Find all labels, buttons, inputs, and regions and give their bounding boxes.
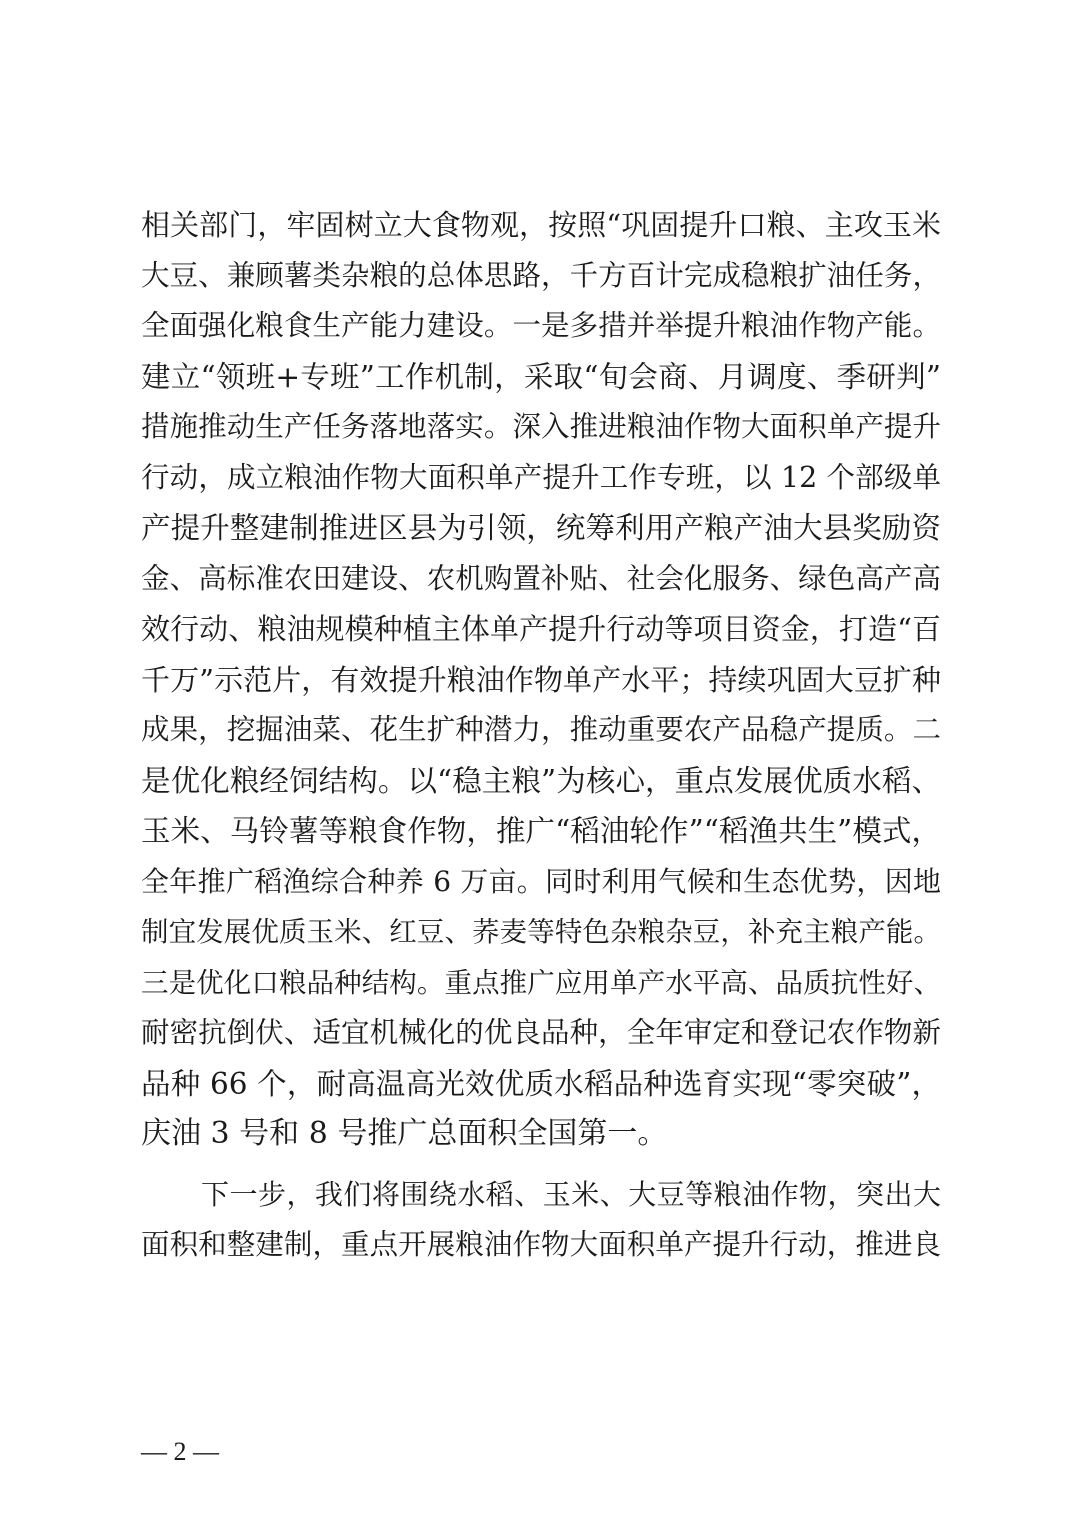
text-line: 庆油 3 号和 8 号推广总面积全国第一。 bbox=[141, 1116, 668, 1151]
document-body bbox=[141, 200, 941, 1271]
text-line: 全面强化粮食生产能力建设。一是多措并举提升粮油作物产能。 bbox=[141, 309, 941, 342]
text-line: 面积和整建制，重点开展粮油作物大面积单产提升行动，推进良 bbox=[141, 1228, 941, 1261]
text-line: 玉米、马铃薯等粮食作物，推广“稻油轮作”“稻渔共生”模式， bbox=[141, 814, 941, 848]
text-line: 产提升整建制推进区县为引领，统筹利用产粮产油大县奖励资 bbox=[141, 511, 941, 545]
text-line: 成果，挖掘油菜、花生扩种潜力，推动重要农产品稳产提质。二 bbox=[141, 713, 941, 746]
text-line: 制宜发展优质玉米、红豆、荞麦等特色杂粮杂豆，补充主粮产能。 bbox=[141, 916, 941, 948]
text-line: 相关部门，牢固树立大食物观，按照“巩固提升口粮、主攻玉米 bbox=[141, 208, 941, 242]
text-line: 千万”示范片，有效提升粮油作物单产水平；持续巩固大豆扩种 bbox=[141, 662, 941, 697]
text-line: 行动，成立粮油作物大面积单产提升工作专班，以 12 个部级单 bbox=[141, 460, 941, 494]
page-number: — 2 — bbox=[141, 1437, 219, 1466]
text-line: 下一步，我们将围绕水稻、玉米、大豆等粮油作物，突出大 bbox=[201, 1177, 941, 1211]
paragraph-spacer bbox=[141, 1160, 941, 1170]
text-line: 金、高标准农田建设、农机购置补贴、社会化服务、绿色高产高 bbox=[141, 561, 941, 595]
text-line: 三是优化口粮品种结构。重点推广应用单产水平高、品质抗性好、 bbox=[141, 966, 941, 999]
text-line: 品种 66 个，耐高温高光效优质水稻品种选育实现“零突破”， bbox=[141, 1066, 941, 1101]
text-line: 建立“领班+专班”工作机制，采取“旬会商、月调度、季研判” bbox=[141, 359, 941, 394]
text-line: 耐密抗倒伏、适宜机械化的优良品种，全年审定和登记农作物新 bbox=[141, 1016, 941, 1049]
paragraph bbox=[141, 1170, 941, 1271]
text-line: 是优化粮经饲结构。以“稳主粮”为核心，重点发展优质水稻、 bbox=[141, 763, 941, 798]
text-line: 效行动、粮油规模种植主体单产提升行动等项目资金，打造“百 bbox=[141, 612, 941, 646]
text-line: 措施推动生产任务落地落实。深入推进粮油作物大面积单产提升 bbox=[141, 410, 941, 443]
text-line: 大豆、兼顾薯类杂粮的总体思路，千方百计完成稳粮扩油任务， bbox=[141, 258, 941, 292]
paragraph bbox=[141, 200, 941, 1160]
text-line: 全年推广稻渔综合种养 6 万亩。同时利用气候和生态优势，因地 bbox=[141, 864, 941, 898]
